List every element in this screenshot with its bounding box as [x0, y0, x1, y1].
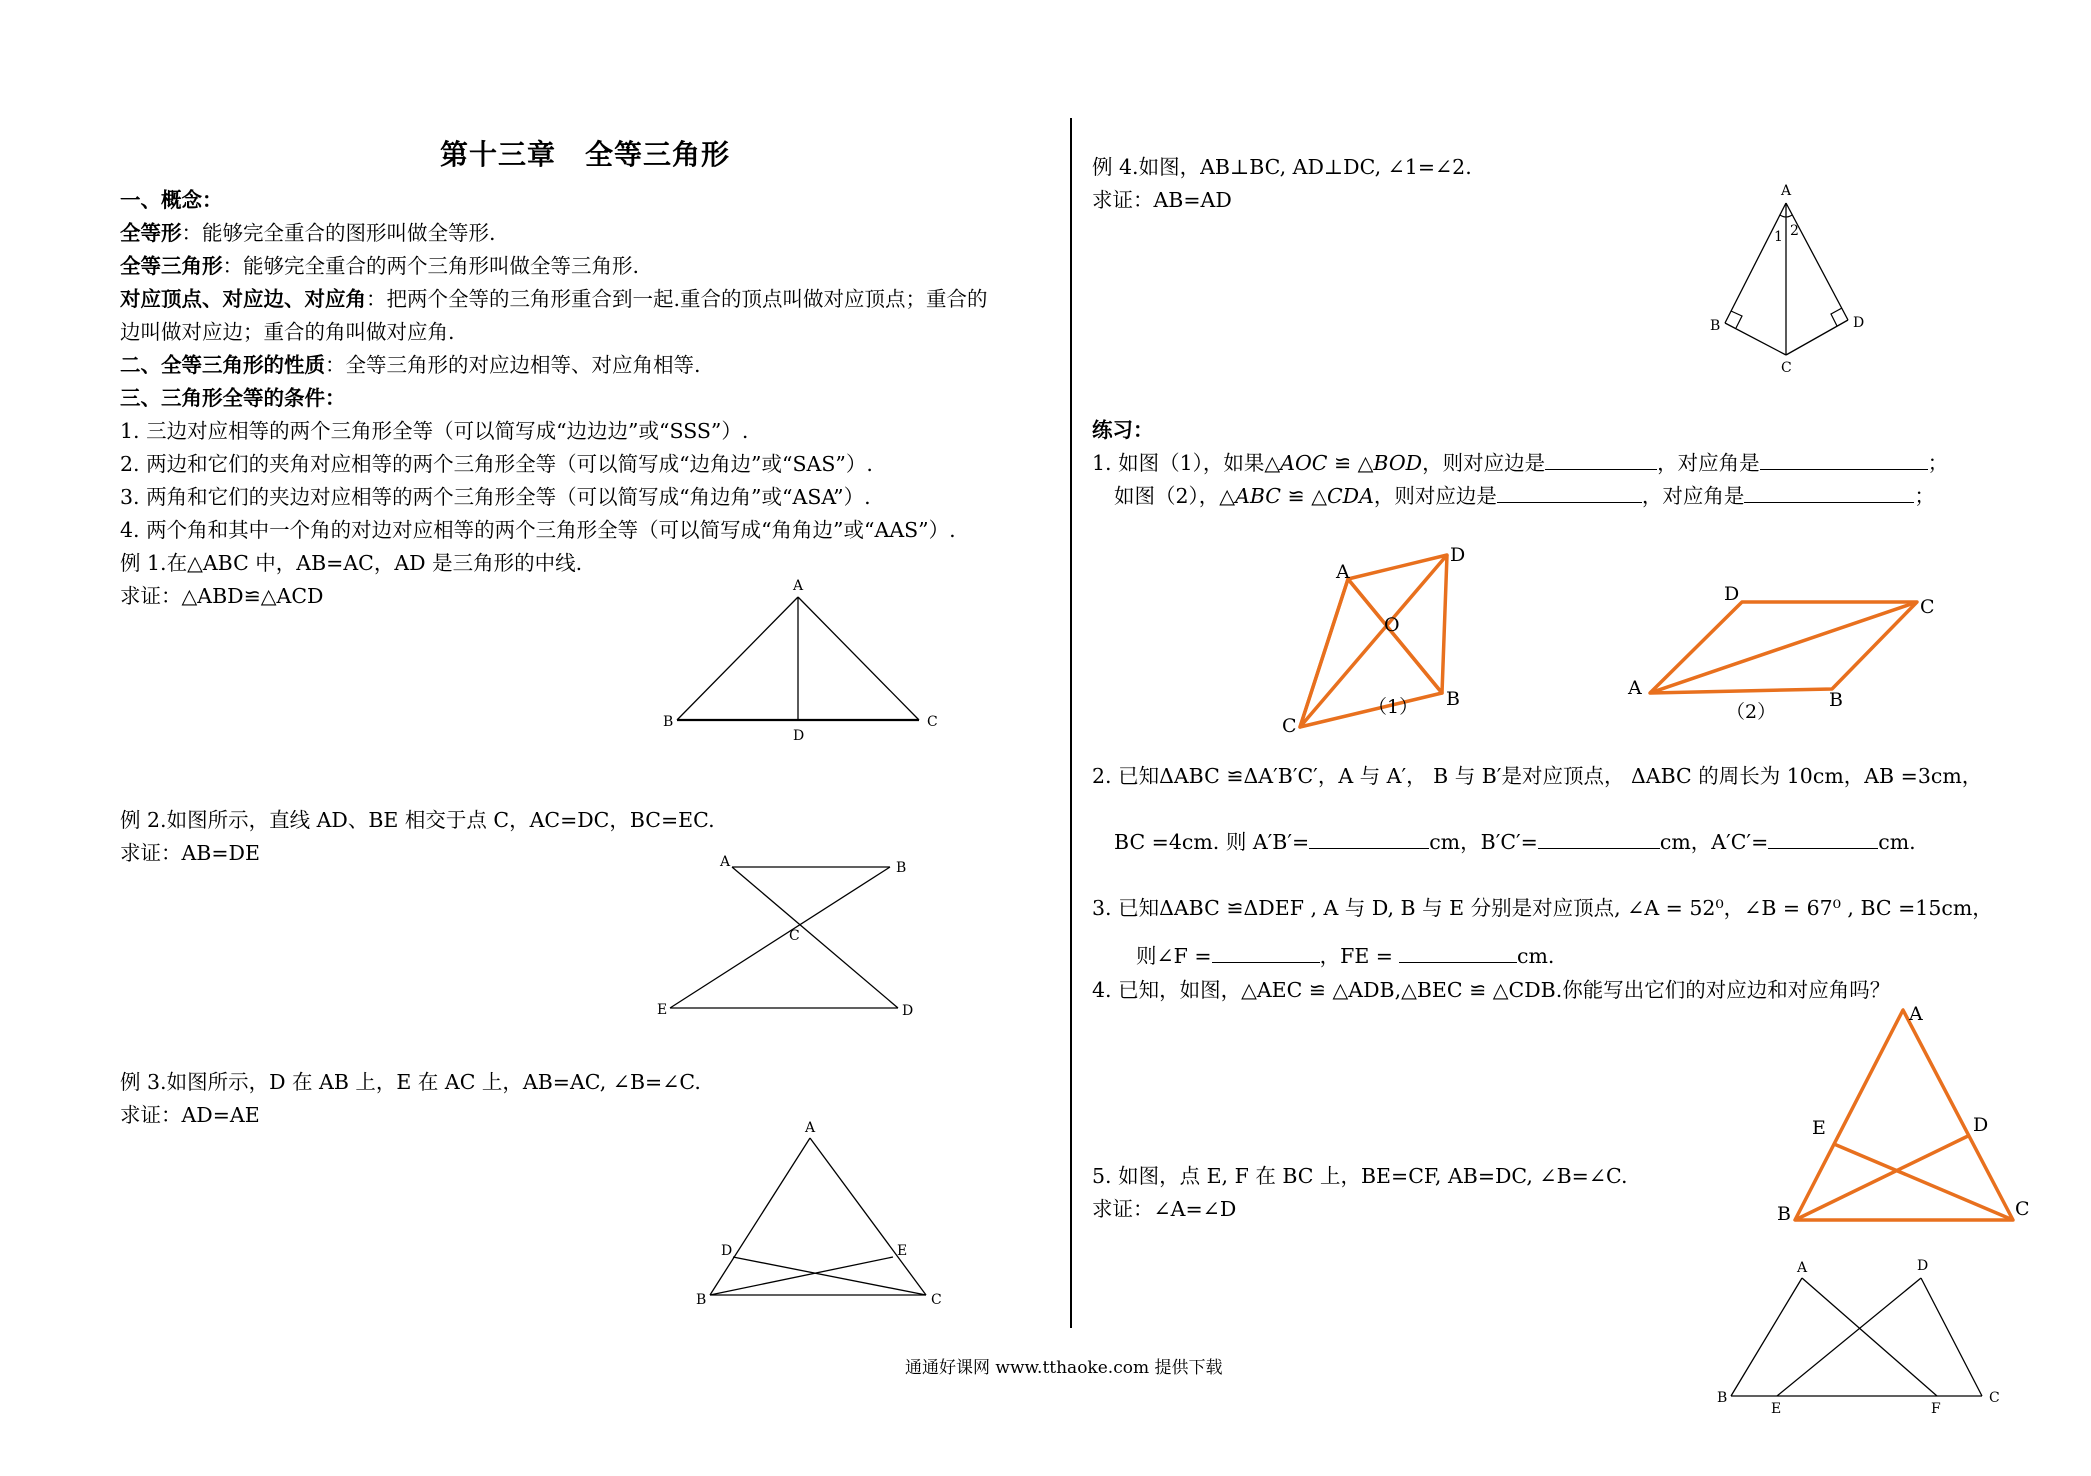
vertex-c-label: C	[931, 1292, 942, 1308]
text: 则∠F =	[1136, 944, 1212, 968]
example-3-prove: 求证：AD=AE	[120, 1103, 260, 1127]
practice-2b	[1114, 826, 1916, 859]
definition-congruent-figure	[120, 217, 496, 250]
vertex-e-label: E	[1771, 1401, 1782, 1415]
text: ，则对应边是	[1422, 451, 1546, 475]
vertex-o-label: O	[1384, 614, 1400, 636]
vertex-c-label: C	[1781, 360, 1792, 376]
text: ，FE =	[1319, 944, 1393, 968]
vertex-a-label: A	[793, 578, 804, 594]
example-3: 例 3.如图所示，D 在 AB 上，E 在 AC 上，AB=AC, ∠B=∠C.	[120, 1070, 701, 1094]
figure-practice-2	[1610, 575, 1940, 725]
practice-5: 5. 如图，点 E, F 在 BC 上，BE=CF, AB=DC, ∠B=∠C.	[1092, 1164, 1628, 1188]
practice-5-prove: 求证：∠A=∠D	[1092, 1197, 1237, 1221]
practice-4: 4. 已知，如图，△AEC ≌ △ADB,△BEC ≌ △CDB.你能写出它们的对应边和对应角吗？	[1092, 978, 1891, 1002]
section-2-text: ：全等三角形的对应边相等、对应角相等.	[325, 353, 701, 377]
angle-2-label: 2	[1790, 223, 1799, 239]
text: cm，A′C′=	[1659, 830, 1769, 854]
condition-asa: 3. 两角和它们的夹边对应相等的两个三角形全等（可以简写成“角边角”或“ASA”）.	[120, 485, 871, 509]
definition-text: ：把两个全等的三角形重合到一起.重合的顶点叫做对应顶点；重合的	[366, 287, 988, 311]
vertex-a-label: A	[1781, 183, 1792, 199]
vertex-d-label: D	[1853, 315, 1865, 331]
answer-blank[interactable]	[1545, 447, 1657, 470]
vertex-e-label: E	[657, 1002, 668, 1018]
vertex-a-label: A	[720, 854, 731, 870]
vertex-a-label: A	[1909, 1003, 1923, 1025]
vertex-d-label: D	[1973, 1114, 1989, 1136]
example-1: 例 1.在△ABC 中，AB=AC，AD 是三角形的中线.	[120, 551, 583, 575]
vertex-a-label: A	[1628, 677, 1642, 699]
answer-blank[interactable]	[1212, 940, 1320, 963]
footer-credit: 通通好课网 www.tthaoke.com 提供下载	[905, 1358, 1223, 1378]
text: ，对应角是	[1657, 451, 1760, 475]
figure-example-4	[1700, 175, 1870, 380]
text: cm.	[1516, 944, 1555, 968]
answer-blank[interactable]	[1744, 480, 1914, 503]
vertex-b-label: B	[663, 714, 674, 730]
practice-1a	[1092, 447, 1948, 480]
text: ；	[1914, 484, 1935, 508]
vertex-c-label: C	[2015, 1198, 2030, 1220]
practice-2a: 2. 已知ΔABC ≌ΔA′B′C′，A 与 A′， B 与 B′是对应顶点， ΔABC 的周长为 10cm，AB =3cm，	[1092, 764, 1983, 788]
page-title: 第十三章 全等三角形	[440, 138, 731, 171]
definition-term: 对应顶点、对应边、对应角	[120, 287, 366, 311]
vertex-c-label: C	[1920, 596, 1935, 618]
definition-term: 全等三角形	[120, 254, 223, 278]
figure-caption: （2）	[1726, 701, 1777, 723]
angle-1-label: 1	[1774, 229, 1783, 245]
practice-3b	[1136, 940, 1554, 973]
example-2: 例 2.如图所示，直线 AD、BE 相交于点 C，AC=DC，BC=EC.	[120, 808, 715, 832]
vertex-c-label: C	[1282, 715, 1297, 735]
text: ，对应角是	[1641, 484, 1745, 508]
section-2-heading: 二、全等三角形的性质	[120, 353, 325, 377]
text: AOC	[1280, 451, 1328, 475]
answer-blank[interactable]	[1399, 940, 1517, 963]
vertex-d-label: D	[721, 1243, 733, 1259]
column-divider	[1070, 118, 1072, 1328]
vertex-b-label: B	[1710, 318, 1721, 334]
vertex-e-label: E	[1812, 1117, 1826, 1139]
figure-practice-4	[1770, 1000, 2030, 1230]
vertex-b-label: B	[696, 1292, 707, 1308]
vertex-a-label: A	[1336, 561, 1350, 583]
vertex-d-label: D	[1724, 583, 1740, 605]
definition-text: ：能够完全重合的两个三角形叫做全等三角形.	[222, 254, 640, 278]
example-1-prove: 求证：△ABD≌△ACD	[120, 584, 324, 608]
answer-blank[interactable]	[1497, 480, 1642, 503]
vertex-d-label: D	[793, 728, 805, 744]
practice-1b	[1114, 480, 1935, 513]
text: ≌ △	[1327, 451, 1374, 475]
figure-example-2	[650, 850, 950, 1025]
text: ABC	[1235, 484, 1281, 508]
answer-blank[interactable]	[1309, 826, 1429, 849]
answer-blank[interactable]	[1538, 826, 1660, 849]
text: ；	[1927, 451, 1949, 475]
vertex-a-label: A	[805, 1120, 816, 1136]
practice-heading: 练习：	[1092, 418, 1154, 442]
figure-practice-5	[1715, 1250, 2015, 1415]
section-3-heading: 三、三角形全等的条件：	[120, 386, 346, 410]
vertex-d-label: D	[902, 1003, 914, 1019]
practice-3a: 3. 已知ΔABC ≌ΔDEF , A 与 D, B 与 E 分别是对应顶点, ∠A = 52⁰，∠B = 67⁰ , BC =15cm，	[1092, 896, 1993, 920]
condition-aas: 4. 两个角和其中一个角的对边对应相等的两个三角形全等（可以简写成“角角边”或“AAS”）.	[120, 518, 956, 542]
figure-practice-1	[1260, 535, 1510, 735]
text: 如图（2），△	[1114, 484, 1236, 508]
vertex-e-label: E	[897, 1243, 908, 1259]
text: BOD	[1373, 451, 1423, 475]
vertex-b-label: B	[896, 860, 907, 876]
example-4: 例 4.如图，AB⊥BC, AD⊥DC, ∠1=∠2.	[1092, 155, 1472, 179]
vertex-b-label: B	[1829, 689, 1843, 711]
condition-sss: 1. 三边对应相等的两个三角形全等（可以简写成“边边边”或“SSS”）.	[120, 419, 749, 443]
text: cm.	[1878, 830, 1916, 854]
vertex-a-label: A	[1797, 1260, 1808, 1276]
definition-corresponding	[120, 283, 988, 316]
text: cm，B′C′=	[1429, 830, 1538, 854]
vertex-f-label: F	[1931, 1401, 1941, 1415]
text: CDA	[1326, 484, 1374, 508]
vertex-c-label: C	[1989, 1390, 2000, 1406]
figure-example-1	[655, 570, 945, 745]
vertex-d-label: D	[1450, 544, 1466, 566]
text: BC =4cm. 则 A′B′=	[1114, 830, 1310, 854]
section-2	[120, 349, 701, 382]
vertex-b-label: B	[1777, 1203, 1791, 1225]
answer-blank[interactable]	[1768, 826, 1878, 849]
text: ，则对应边是	[1373, 484, 1497, 508]
condition-sas: 2. 两边和它们的夹角对应相等的两个三角形全等（可以简写成“边角边”或“SAS”）.	[120, 452, 873, 476]
figure-example-3	[690, 1115, 950, 1310]
vertex-c-label: C	[789, 928, 800, 944]
answer-blank[interactable]	[1760, 447, 1928, 470]
vertex-c-label: C	[927, 714, 938, 730]
vertex-b-label: B	[1717, 1390, 1728, 1406]
definition-term: 全等形	[120, 221, 182, 245]
section-1-heading: 一、概念：	[120, 188, 223, 212]
definition-congruent-triangle	[120, 250, 639, 283]
figure-caption: （1）	[1368, 696, 1419, 718]
definition-corresponding-cont: 边叫做对应边；重合的角叫做对应角.	[120, 320, 455, 344]
text: ≌ △	[1281, 484, 1327, 508]
example-2-prove: 求证：AB=DE	[120, 841, 260, 865]
definition-text: ：能够完全重合的图形叫做全等形.	[181, 221, 496, 245]
vertex-d-label: D	[1917, 1258, 1929, 1274]
text: 1. 如图（1），如果△	[1092, 451, 1281, 475]
example-4-prove: 求证：AB=AD	[1092, 188, 1232, 212]
vertex-b-label: B	[1446, 688, 1460, 710]
